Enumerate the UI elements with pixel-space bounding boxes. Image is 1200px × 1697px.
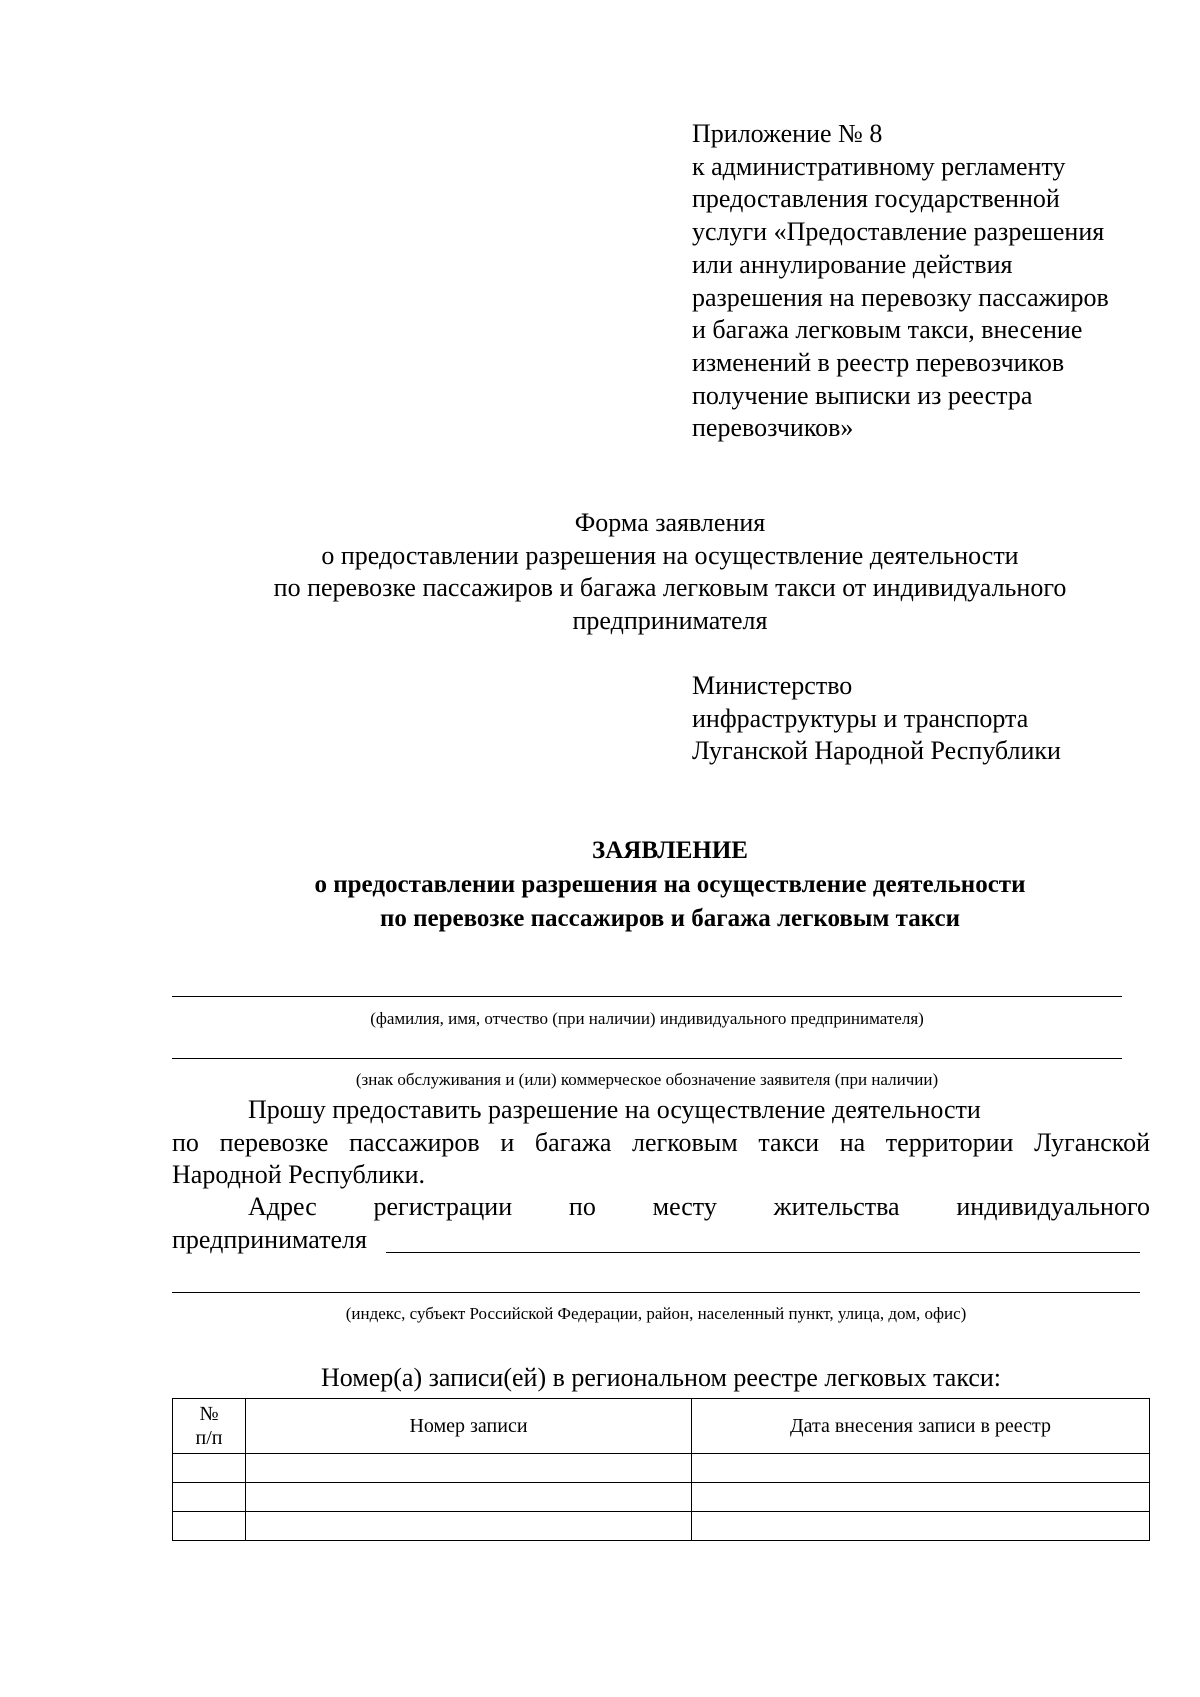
appendix-line: и багажа легковым такси, внесение [692,315,1083,345]
form-caption [100,507,1200,638]
request-line: по перевозке пассажиров и багажа легковым такси на территории Луганской [172,1127,1150,1157]
addressee-line: инфраструктуры и транспорта [692,703,1029,733]
address-field-line[interactable] [386,1252,1140,1253]
column-header-number-line: № [199,1403,219,1425]
column-header-record-date: Дата внесения записи в реестр [692,1399,1150,1454]
address-word: регистрации [373,1192,513,1221]
appendix-line: получение выписки из реестра [692,380,1033,410]
address-word: месту [652,1192,717,1221]
request-line: Прошу предоставить разрешение на осуществление деятельности [248,1095,981,1124]
appendix-line: предоставления государственной [692,184,1060,214]
appendix-reference [692,118,1162,445]
heading-title: ЗАЯВЛЕНИЕ [592,837,748,864]
address-line [172,1191,1150,1224]
applicant-name-field-line[interactable] [172,996,1122,997]
heading-subtitle-line: по перевозке пассажиров и багажа легковым такси [379,905,961,932]
column-header-number [173,1399,246,1454]
address-paragraph [172,1191,1150,1256]
address-field-line-2[interactable] [172,1292,1140,1293]
table-header-row [173,1399,1150,1454]
appendix-line: услуги «Предоставление разрешения [692,217,1105,247]
address-word: по [568,1192,596,1221]
appendix-line: к административному регламенту [692,151,1066,181]
address-word: индивидуального [956,1192,1150,1221]
registry-table [172,1398,1150,1541]
addressee-block [692,670,1152,768]
table-cell[interactable] [692,1483,1150,1512]
trademark-field-line[interactable] [172,1058,1122,1059]
appendix-line: перевозчиков» [692,413,854,443]
table-cell[interactable] [246,1512,692,1541]
table-cell[interactable] [246,1454,692,1483]
addressee-line: Луганской Народной Республики [692,736,1061,766]
application-heading [160,834,1180,936]
table-row [173,1483,1150,1512]
table-row [173,1512,1150,1541]
heading-subtitle-line: о предоставлении разрешения на осуществление деятельности [314,871,1026,898]
column-header-record-number: Номер записи [246,1399,692,1454]
table-cell[interactable] [173,1454,246,1483]
form-caption-line: о предоставлении разрешения на осуществление деятельности [321,540,1019,570]
appendix-line: Приложение № 8 [692,119,883,148]
table-cell[interactable] [692,1454,1150,1483]
request-paragraph [172,1094,1150,1192]
address-word: Адрес [248,1192,317,1221]
address-word: жительства [773,1192,900,1221]
column-header-number-line: п/п [195,1427,223,1449]
trademark-caption: (знак обслуживания и (или) коммерческое обозначение заявителя (при наличии) [355,1070,939,1089]
registry-title: Номер(а) записи(ей) в региональном реестре легковых такси: [320,1363,1002,1392]
form-caption-line: предпринимателя [572,606,768,636]
table-cell[interactable] [173,1512,246,1541]
form-caption-line: по перевозке пассажиров и багажа легковым такси от индивидуального [273,573,1067,603]
appendix-line: или аннулирование действия [692,249,1013,279]
request-line: Народной Республики. [172,1160,426,1190]
address-label: предпринимателя [172,1224,367,1254]
table-row [173,1454,1150,1483]
table-cell[interactable] [246,1483,692,1512]
table-cell[interactable] [173,1483,246,1512]
addressee-line: Министерство [692,671,853,700]
appendix-line: изменений в реестр перевозчиков [692,347,1065,377]
appendix-line: разрешения на перевозку пассажиров [692,282,1109,312]
address-caption: (индекс, субъект Российской Федерации, район, населенный пункт, улица, дом, офис) [345,1304,967,1323]
table-cell[interactable] [692,1512,1150,1541]
applicant-name-caption: (фамилия, имя, отчество (при наличии) индивидуального предпринимателя) [370,1009,924,1028]
form-caption-line: Форма заявления [574,508,766,537]
